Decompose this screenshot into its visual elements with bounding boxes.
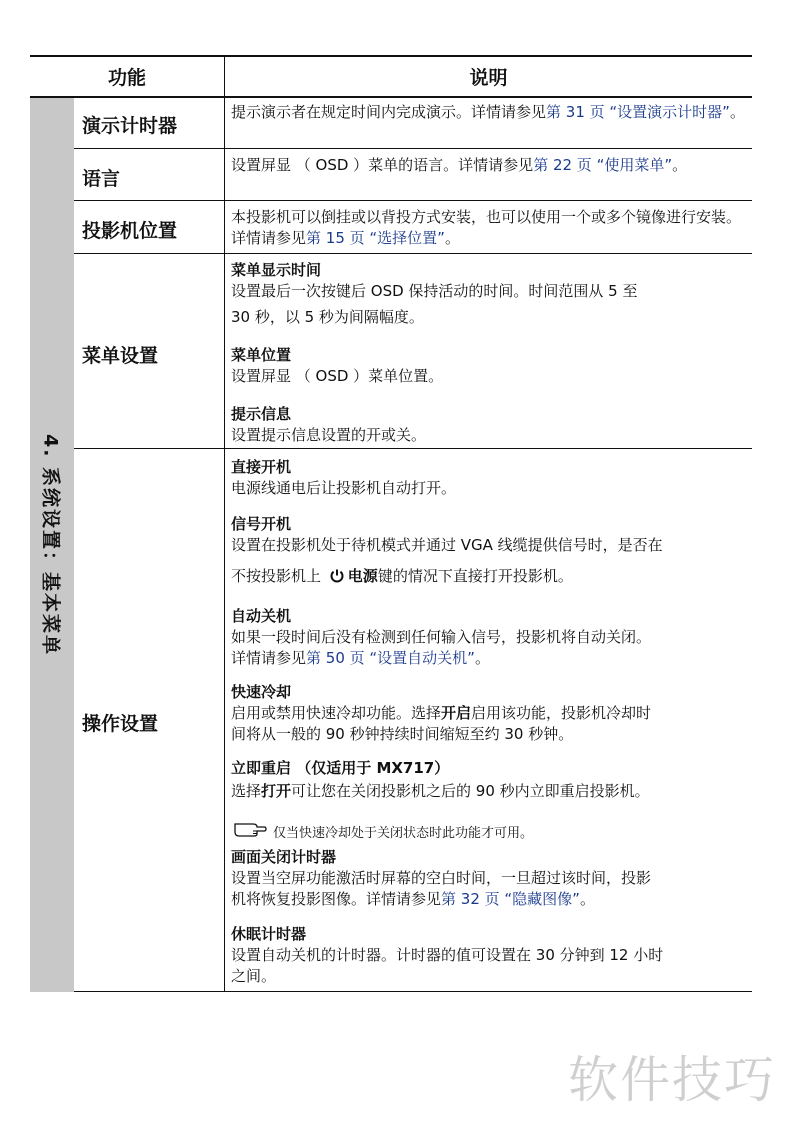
menu-position: 菜单位置 设置屏显 （ OSD ）菜单位置。 [231,345,746,387]
page-link[interactable]: 第 50 页 “设置自动关机” [306,649,475,667]
row-desc-presentation-timer: 提示演示者在规定时间内完成演示。详情请参见第 31 页 “设置演示计时器”。 [231,103,745,121]
column-divider [224,55,225,992]
quick-cooling: 快速冷却 启用或禁用快速冷却功能。选择开启启用该功能，投影机冷却时 间将从一般的 90 秒钟持续时间缩短至约 30 秒钟。 [231,682,746,745]
note: 仅当快速冷却处于关闭状态时此功能才可用。 [233,820,533,842]
row-name-presentation-timer: 演示计时器 [82,115,178,137]
item-title: 画面关闭计时器 [231,848,337,866]
row-name-language: 语言 [82,168,121,190]
auto-power-off: 自动关机 如果一段时间后没有检测到任何输入信号，投影机将自动关闭。 详情请参见第 50 页 “设置自动关机”。 [231,606,746,669]
section-label: 4. 系统设置：基本菜单 [39,433,62,657]
pointing-hand-icon [233,820,267,842]
power-icon [329,568,345,590]
item-title: 提示信息 [231,405,292,423]
signal-power-on: 信号开机 设置在投影机处于待机模式并通过 VGA 线缆提供信号时，是否在 不按投影机上 电源键的情况下直接打开投影机。 [231,514,746,590]
header-function: 功能 [107,66,146,89]
row-separator [74,448,752,449]
row-separator [74,148,752,149]
row-name-menu-settings: 菜单设置 [82,345,159,367]
header-description: 说明 [469,66,508,89]
direct-power-on: 直接开机 电源线通电后让投影机自动打开。 [231,457,746,499]
watermark: 软件技巧 [568,1051,776,1109]
row-desc-language: 设置屏显 （ OSD ）菜单的语言。详情请参见第 22 页 “使用菜单”。 [231,156,688,174]
item-title: 自动关机 [231,607,292,625]
page-link[interactable]: 第 22 页 “使用菜单” [533,156,673,174]
row-desc-projector-position: 本投影机可以倒挂或以背投方式安装，也可以使用一个或多个镜像进行安装。详情请参见第 15 页 “选择位置”。 [231,208,742,247]
row-name-operation-settings: 操作设置 [82,713,159,735]
item-title: 休眠计时器 [231,925,307,943]
page-link[interactable]: 第 32 页 “隐藏图像” [441,890,580,908]
blank-timer: 画面关闭计时器 设置当空屏功能激活时屏幕的空白时间，一旦超过该时间，投影 机将恢复投影图像。详情请参见第 32 页 “隐藏图像”。 [231,847,746,910]
page-link[interactable]: 第 15 页 “选择位置” [306,229,445,247]
sleep-timer: 休眠计时器 设置自动关机的计时器。计时器的值可设置在 30 分钟到 12 小时 之间。 [231,924,746,987]
item-title: 直接开机 [231,458,292,476]
row-separator [74,253,752,254]
item-title: 菜单显示时间 [231,261,322,279]
item-title: 菜单位置 [231,346,292,364]
menu-display-time: 菜单显示时间 设置最后一次按键后 OSD 保持活动的时间。时间范围从 5 至 30 秒，以 5 秒为间隔幅度。 [231,260,746,328]
item-title: 快速冷却 [231,683,292,701]
instant-restart: 立即重启 （仅适用于 MX717） 选择打开可让您在关闭投影机之后的 90 秒内立即重启投影机。 [231,758,746,802]
item-title: 信号开机 [231,515,292,533]
table-bottom-border [30,991,752,992]
row-name-projector-position: 投影机位置 [82,220,178,242]
item-title: 立即重启 （仅适用于 MX717） [231,759,450,777]
page-link[interactable]: 第 31 页 “设置演示计时器” [546,103,730,121]
tip-message: 提示信息 设置提示信息设置的开或关。 [231,404,746,446]
row-separator [74,200,752,201]
